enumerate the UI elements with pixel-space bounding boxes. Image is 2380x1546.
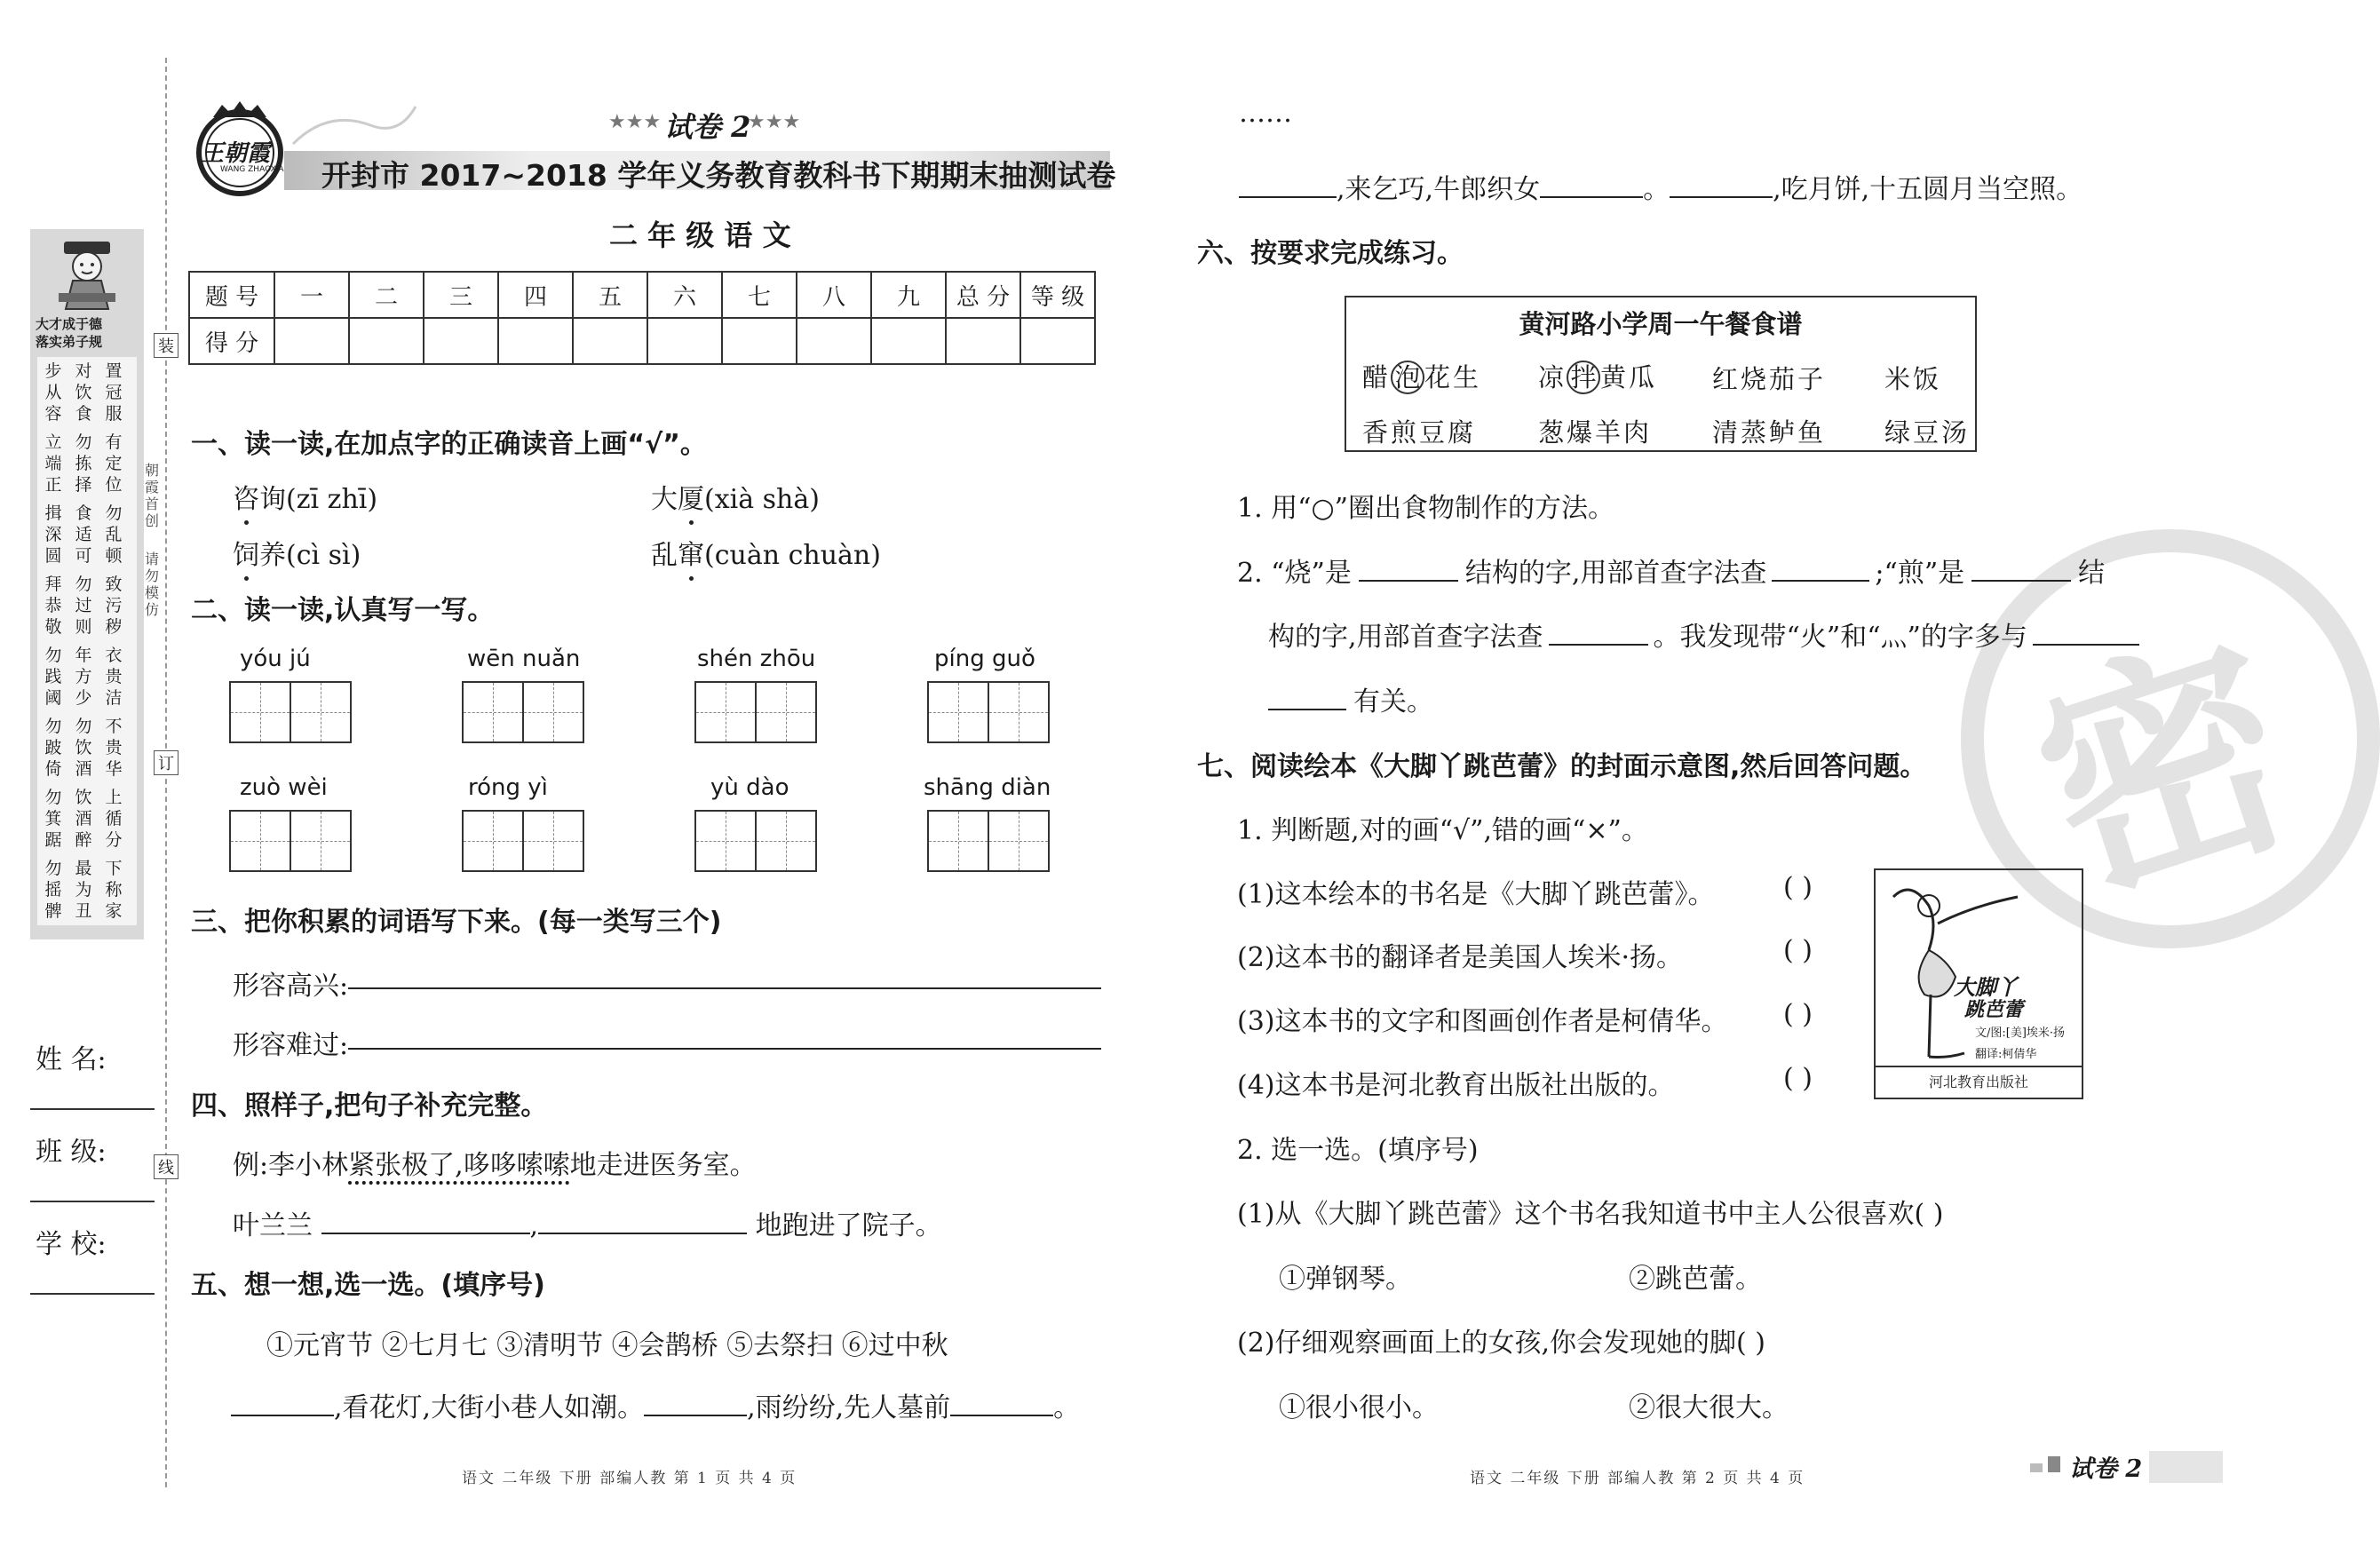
q7-choice-2-opt-b: ②很大很大。 [1629,1392,1789,1423]
q1-item-1: 咨询(zī zhī) [233,477,377,516]
menu-item: 红烧茄子 [1712,364,1827,394]
motto-column: 揖深圆 [44,503,62,566]
scholar-cartoon-icon [52,240,123,313]
q7-choice-2-opt-a: ①很小很小。 [1279,1392,1439,1423]
q5-blank[interactable] [231,1388,334,1416]
score-table-score-row [189,318,1095,364]
q6-blank[interactable] [2033,617,2139,646]
q3-line1-label: 形容高兴: [233,971,349,1002]
q7-choose-title: 2. 选一选。(填序号) [1237,1135,1479,1166]
menu-item: 清蒸鲈鱼 [1712,417,1827,448]
q5-options: ①元宵节 ②七月七 ③清明节 ④会鹊桥 ⑤去祭扫 ⑥过中秋 [266,1330,948,1361]
q5-blank[interactable] [1239,170,1337,198]
menu-item: 醋 泡 花生 [1362,362,1482,392]
score-input-cell[interactable] [573,318,647,364]
q3-title: 三、把你积累的词语写下来。(每一类写三个) [191,907,722,938]
motto-column: 步从容 [44,361,62,424]
motto-column: 立端正 [44,432,62,495]
pinyin-label: róng yì [468,774,548,801]
score-input-cell[interactable] [797,318,871,364]
writing-grid[interactable] [229,810,350,872]
cover-title-1: 大脚丫 [1954,974,2018,1000]
q7-judge-paren[interactable]: ( ) [1783,872,1813,903]
q7-judge-paren[interactable]: ( ) [1783,935,1813,966]
q5-blank[interactable] [1670,170,1773,198]
score-table-cell: 一 [274,272,349,318]
motto-column: 最为丑 [75,859,92,921]
q2-title: 二、读一读,认真写一写。 [191,595,495,626]
score-input-cell[interactable] [274,318,349,364]
school-label: 学 校: [36,1229,107,1260]
pinyin-label: wēn nuǎn [467,646,581,672]
writing-grid[interactable] [462,810,583,872]
cover-translator: 翻译:柯倩华 [1975,1048,2037,1061]
q5-title: 五、想一想,选一选。(填序号) [191,1270,545,1301]
q7-judge-paren[interactable]: ( ) [1783,1063,1813,1094]
class-label: 班 级: [36,1137,107,1168]
q7-judge-title: 1. 判断题,对的画“√”,错的画“×”。 [1237,815,1648,846]
q4-blank-1[interactable] [321,1206,530,1234]
sidebar-banner-1: 大才成于德 [36,316,103,332]
binding-mark-1: 装 [154,333,178,358]
binding-mark-2: 订 [154,750,178,775]
q4-fill: 叶兰兰 , 地跑进了院子。 [233,1203,942,1242]
motto-column: 勿箕踞 [44,788,62,850]
score-table-cell: 二 [349,272,424,318]
q5-line-1: ,看花灯,大街小巷人如潮。 ,雨纷纷,先人墓前 。 [231,1385,1080,1424]
binding-mark-3: 线 [154,1154,178,1179]
score-input-cell[interactable] [349,318,424,364]
score-table-cell: 四 [498,272,573,318]
watermark-char: 密 [2006,598,2323,940]
q5-ellipsis: …… [1239,98,1292,129]
writing-grid[interactable] [927,681,1048,743]
writing-grid[interactable] [462,681,583,743]
class-field[interactable] [30,1201,155,1202]
menu-title: 黄河路小学周一午餐食谱 [1519,309,1803,339]
menu-item: 米饭 [1884,364,1942,394]
q6-sub2-line1: 2. “烧”是 结构的字,用部首查字法查 ;“煎”是 结 [1237,551,2105,590]
motto-column: 上循分 [105,788,123,850]
brand-name-en: WANG ZHAOXIA [220,165,284,174]
sidebar-motto-box [30,229,144,939]
cover-publisher: 河北教育出版社 [1928,1074,2028,1090]
q6-sub2-line3: 有关。 [1268,679,1433,718]
score-table-cell: 九 [871,272,946,318]
motto-column: 勿摇髀 [44,859,62,921]
q3-answer-line-2[interactable] [348,1048,1101,1050]
score-table-cell: 得 分 [189,318,274,364]
q6-blank[interactable] [1772,553,1869,582]
subject-title: 二 年 级 语 文 [609,218,791,252]
score-input-cell[interactable] [946,318,1020,364]
name-field[interactable] [30,1108,155,1110]
tag-decoration [2048,1456,2060,1472]
pinyin-label: yù dào [710,774,789,801]
q7-judge-item: (1)这本绘本的书名是《大脚丫跳芭蕾》。 [1237,879,1715,910]
lunch-menu-box [1345,296,1977,452]
motto-column: 下称家 [105,859,123,921]
school-field[interactable] [30,1293,155,1295]
ribbon-decoration-icon [293,99,417,153]
motto-column: 拜恭敬 [44,575,62,637]
cover-author: 文/图:[美]埃米·扬 [1975,1027,2066,1040]
score-table-cell: 总 分 [946,272,1020,318]
notice-1: 朝霞首创 [145,462,160,529]
motto-column: 有定位 [105,432,123,495]
writing-grid[interactable] [927,810,1048,872]
motto-column: 致污秽 [105,575,123,637]
q5-blank[interactable] [950,1388,1053,1416]
q5-blank[interactable] [644,1388,747,1416]
menu-item: 绿豆汤 [1884,417,1971,448]
writing-grid[interactable] [694,810,815,872]
q7-choice-2: (2)仔细观察画面上的女孩,你会发现她的脚( ) [1237,1328,1765,1359]
q7-choice-1: (1)从《大脚丫跳芭蕾》这个书名我知道书中主人公很喜欢( ) [1237,1199,1944,1230]
page-tag: 试卷 2 [2069,1455,2143,1483]
cover-title-2: 跳芭蕾 [1964,998,2024,1021]
brand-name: 王朝霞 [201,140,271,167]
q6-sub2-line2: 构的字,用部首查字法查 。我发现带“火”和“灬”的字多与 [1268,614,2139,654]
sidebar-banner-2: 落实弟子规 [36,334,103,350]
pinyin-label: yóu jú [240,646,311,672]
motto-column: 衣贵洁 [105,646,123,708]
q6-sub1: 1. 用“○”圈出食物制作的方法。 [1237,493,1615,524]
score-table-header-row [189,272,1095,318]
menu-item: 葱爆羊肉 [1538,417,1653,448]
q7-judge-item: (2)这本书的翻译者是美国人埃米·扬。 [1237,942,1684,973]
motto-column: 勿践阈 [44,646,62,708]
pinyin-label: zuò wèi [240,774,328,801]
motto-column: 饮酒醉 [75,788,92,850]
motto-column: 勿跛倚 [44,717,62,779]
pinyin-label: shén zhōu [697,646,816,672]
motto-column: 勿乱顿 [105,503,123,566]
score-input-cell[interactable] [498,318,573,364]
score-input-cell[interactable] [647,318,722,364]
score-table-cell: 题 号 [189,272,274,318]
motto-column: 对饮食 [75,361,92,424]
footer-left: 语文 二年级 下册 部编人教 第 1 页 共 4 页 [462,1470,797,1487]
q6-blank[interactable] [1971,553,2071,582]
menu-item: 香煎豆腐 [1362,417,1477,448]
series-label: 试卷 2 [664,110,751,144]
q7-judge-paren[interactable]: ( ) [1783,999,1813,1030]
score-input-cell[interactable] [871,318,946,364]
q6-blank[interactable] [1268,682,1346,710]
q1-item-4: 乱窜(cuàn chuàn) [651,533,881,572]
tag-bar [2149,1451,2223,1483]
score-table-cell: 三 [424,272,498,318]
tag-decoration [2030,1463,2043,1472]
q6-blank[interactable] [1549,617,1648,646]
stars-right-icon: ★★★ [748,111,801,133]
q5-blank[interactable] [1540,170,1643,198]
q4-example: 例:李小林紧张极了,哆哆嗦嗦地走进医务室。 [233,1150,757,1181]
q7-choice-1-opt-b: ②跳芭蕾。 [1629,1264,1762,1295]
motto-column: 不贵华 [105,717,123,779]
name-label: 姓 名: [36,1044,107,1075]
score-table-cell: 等 级 [1020,272,1095,318]
motto-column: 食适可 [75,503,92,566]
q7-judge-item: (4)这本书是河北教育出版社出版的。 [1237,1070,1675,1101]
writing-grid[interactable] [229,681,350,743]
motto-column: 勿饮酒 [75,717,92,779]
q4-title: 四、照样子,把句子补充完整。 [191,1090,548,1122]
motto-column: 勿拣择 [75,432,92,495]
q1-item-3: 饲养(cì sì) [233,533,361,572]
q3-line2-label: 形容难过: [233,1030,349,1061]
motto-column: 置冠服 [105,361,123,424]
motto-column: 年方少 [75,646,92,708]
writing-grid[interactable] [694,681,815,743]
score-input-cell[interactable] [1020,318,1095,364]
notice-2: 请勿模仿 [145,551,160,618]
score-input-cell[interactable] [722,318,797,364]
score-table-cell: 六 [647,272,722,318]
pinyin-label: píng guǒ [934,646,1035,672]
score-table [188,271,1096,365]
q4-blank-2[interactable] [538,1206,747,1234]
q7-title: 七、阅读绘本《大脚丫跳芭蕾》的封面示意图,然后回答问题。 [1197,751,1927,782]
score-input-cell[interactable] [424,318,498,364]
score-table-cell: 八 [797,272,871,318]
q1-item-2: 大厦(xià shà) [651,477,820,516]
q5-line-2: ,来乞巧,牛郎织女 。 ,吃月饼,十五圆月当空照。 [1239,167,2082,206]
q7-choice-1-opt-a: ①弹钢琴。 [1279,1264,1412,1295]
exam-title: 开封市 2017~2018 学年义务教育教科书下期期末抽测试卷 [321,158,1116,193]
q1-title: 一、读一读,在加点字的正确读音上画“√”。 [191,429,707,460]
pinyin-label: shāng diàn [924,774,1051,801]
footer-right: 语文 二年级 下册 部编人教 第 2 页 共 4 页 [1470,1470,1805,1487]
menu-item: 凉 拌 黄瓜 [1538,362,1658,392]
q6-title: 六、按要求完成练习。 [1197,238,1464,269]
q7-judge-item: (3)这本书的文字和图画创作者是柯倩华。 [1237,1006,1728,1037]
score-table-cell: 七 [722,272,797,318]
score-table-cell: 五 [573,272,647,318]
book-cover [1874,868,2083,1099]
motto-column: 勿过则 [75,575,92,637]
q3-answer-line-1[interactable] [348,987,1101,989]
q6-blank[interactable] [1359,553,1458,582]
stars-left-icon: ★★★ [608,111,662,133]
